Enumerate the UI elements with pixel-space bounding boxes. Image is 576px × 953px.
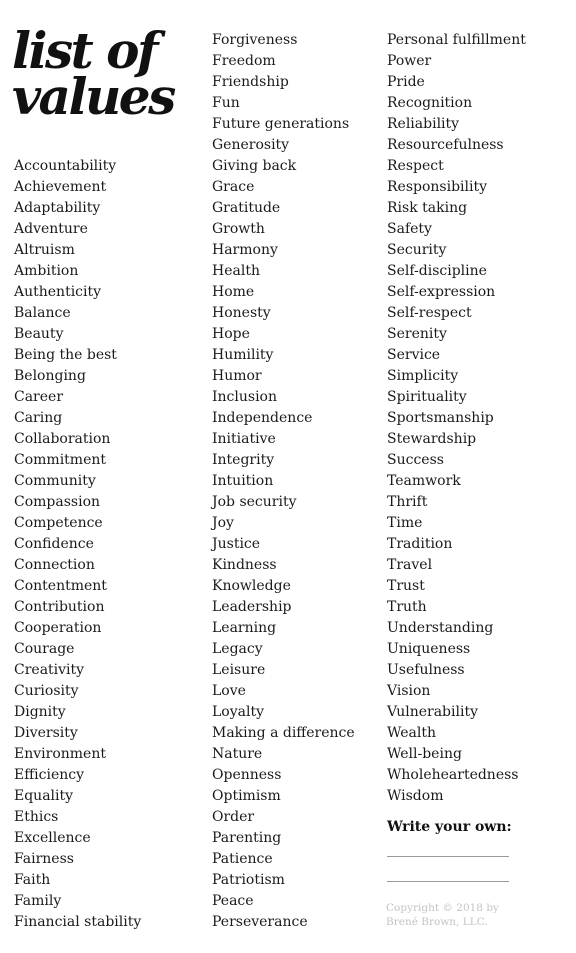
value-item: Respect xyxy=(387,158,444,174)
value-item: Wisdom xyxy=(387,788,444,804)
value-item: Caring xyxy=(14,410,63,426)
value-item: Family xyxy=(14,893,62,909)
value-item: Contribution xyxy=(14,599,105,615)
value-item: Health xyxy=(212,263,260,279)
value-item: Beauty xyxy=(14,326,64,342)
value-item: Altruism xyxy=(14,242,75,258)
value-item: Being the best xyxy=(14,347,117,363)
value-item: Legacy xyxy=(212,641,263,657)
value-item: Optimism xyxy=(212,788,281,804)
value-item: Nature xyxy=(212,746,263,762)
value-item: Recognition xyxy=(387,95,473,111)
value-item: Job security xyxy=(212,494,297,510)
values-column-2 xyxy=(212,30,355,933)
value-item: Vision xyxy=(387,683,431,699)
value-item: Compassion xyxy=(14,494,101,510)
value-item: Independence xyxy=(212,410,313,426)
value-item: Freedom xyxy=(212,53,276,69)
value-item: Diversity xyxy=(14,725,78,741)
value-item: Vulnerability xyxy=(387,704,478,720)
value-item: Pride xyxy=(387,74,425,90)
value-item: Love xyxy=(212,683,246,699)
values-column-3 xyxy=(387,30,526,807)
value-item: Learning xyxy=(212,620,277,636)
value-item: Accountability xyxy=(14,158,117,174)
value-item: Inclusion xyxy=(212,389,277,405)
value-item: Faith xyxy=(14,872,51,888)
value-item: Openness xyxy=(212,767,282,783)
value-item: Environment xyxy=(14,746,106,762)
value-item: Home xyxy=(212,284,255,300)
value-item: Leisure xyxy=(212,662,266,678)
value-item: Future generations xyxy=(212,116,350,132)
values-column-1 xyxy=(14,156,141,933)
value-item: Honesty xyxy=(212,305,271,321)
value-item: Community xyxy=(14,473,96,489)
value-item: Confidence xyxy=(14,536,94,552)
page-title xyxy=(12,21,192,126)
title-line-2: values xyxy=(12,67,174,126)
value-item: Perseverance xyxy=(212,914,308,930)
value-item: Security xyxy=(387,242,447,258)
value-item: Harmony xyxy=(212,242,278,258)
value-item: Service xyxy=(387,347,441,363)
value-item: Cooperation xyxy=(14,620,102,636)
value-item: Success xyxy=(387,452,444,468)
value-item: Thrift xyxy=(387,494,428,510)
value-item: Time xyxy=(387,515,423,531)
value-item: Intuition xyxy=(212,473,274,489)
value-item: Gratitude xyxy=(212,200,281,216)
value-item: Belonging xyxy=(14,368,86,384)
write-your-own-heading: Write your own: xyxy=(387,819,512,835)
value-item: Creativity xyxy=(14,662,85,678)
value-item: Order xyxy=(212,809,255,825)
value-item: Joy xyxy=(212,515,234,531)
value-item: Ambition xyxy=(14,263,79,279)
value-item: Collaboration xyxy=(14,431,111,447)
value-item: Equality xyxy=(14,788,74,804)
copyright-line-1: Copyright © 2018 by xyxy=(386,902,499,914)
value-item: Trust xyxy=(387,578,425,594)
write-in-line-1 xyxy=(387,856,509,857)
value-item: Humor xyxy=(212,368,262,384)
value-item: Simplicity xyxy=(387,368,459,384)
value-item: Teamwork xyxy=(387,473,461,489)
value-item: Self-expression xyxy=(387,284,496,300)
value-item: Tradition xyxy=(387,536,453,552)
value-item: Authenticity xyxy=(14,284,102,300)
value-item: Well-being xyxy=(387,746,462,762)
value-item: Peace xyxy=(212,893,254,909)
value-item: Excellence xyxy=(14,830,91,846)
value-item: Truth xyxy=(387,599,427,615)
value-item: Loyalty xyxy=(212,704,264,720)
value-item: Fun xyxy=(212,95,240,111)
value-item: Reliability xyxy=(387,116,460,132)
value-item: Giving back xyxy=(212,158,297,174)
value-item: Risk taking xyxy=(387,200,468,216)
value-item: Wholeheartedness xyxy=(387,767,519,783)
value-item: Kindness xyxy=(212,557,277,573)
write-in-line-2 xyxy=(387,881,509,882)
value-item: Initiative xyxy=(212,431,276,447)
value-item: Courage xyxy=(14,641,75,657)
value-item: Humility xyxy=(212,347,274,363)
value-item: Growth xyxy=(212,221,265,237)
value-item: Uniqueness xyxy=(387,641,471,657)
copyright-line-2: Brené Brown, LLC. xyxy=(386,916,488,928)
value-item: Leadership xyxy=(212,599,292,615)
value-item: Justice xyxy=(212,536,261,552)
title-line-1: list of xyxy=(12,21,156,80)
value-item: Dignity xyxy=(14,704,66,720)
value-item: Commitment xyxy=(14,452,106,468)
value-item: Making a difference xyxy=(212,725,355,741)
value-item: Self-respect xyxy=(387,305,472,321)
value-item: Fairness xyxy=(14,851,74,867)
value-item: Adaptability xyxy=(14,200,101,216)
value-item: Parenting xyxy=(212,830,282,846)
value-item: Adventure xyxy=(14,221,88,237)
value-item: Career xyxy=(14,389,64,405)
value-item: Knowledge xyxy=(212,578,291,594)
value-item: Financial stability xyxy=(14,914,142,930)
value-item: Safety xyxy=(387,221,432,237)
value-item: Travel xyxy=(387,557,433,573)
value-item: Power xyxy=(387,53,432,69)
value-item: Self-discipline xyxy=(387,263,487,279)
value-item: Spirituality xyxy=(387,389,467,405)
value-item: Personal fulfillment xyxy=(387,32,526,48)
value-item: Friendship xyxy=(212,74,289,90)
value-item: Patience xyxy=(212,851,273,867)
value-item: Achievement xyxy=(14,179,107,195)
value-item: Wealth xyxy=(387,725,436,741)
value-item: Efficiency xyxy=(14,767,85,783)
value-item: Patriotism xyxy=(212,872,285,888)
value-item: Stewardship xyxy=(387,431,477,447)
value-item: Hope xyxy=(212,326,250,342)
value-item: Resourcefulness xyxy=(387,137,504,153)
value-item: Integrity xyxy=(212,452,275,468)
value-item: Grace xyxy=(212,179,255,195)
copyright-notice xyxy=(386,901,516,929)
value-item: Generosity xyxy=(212,137,290,153)
value-item: Forgiveness xyxy=(212,32,298,48)
value-item: Ethics xyxy=(14,809,59,825)
value-item: Connection xyxy=(14,557,95,573)
value-item: Sportsmanship xyxy=(387,410,494,426)
value-item: Curiosity xyxy=(14,683,79,699)
value-item: Serenity xyxy=(387,326,447,342)
value-item: Competence xyxy=(14,515,103,531)
value-item: Contentment xyxy=(14,578,107,594)
value-item: Balance xyxy=(14,305,71,321)
value-item: Understanding xyxy=(387,620,494,636)
value-item: Usefulness xyxy=(387,662,465,678)
value-item: Responsibility xyxy=(387,179,488,195)
